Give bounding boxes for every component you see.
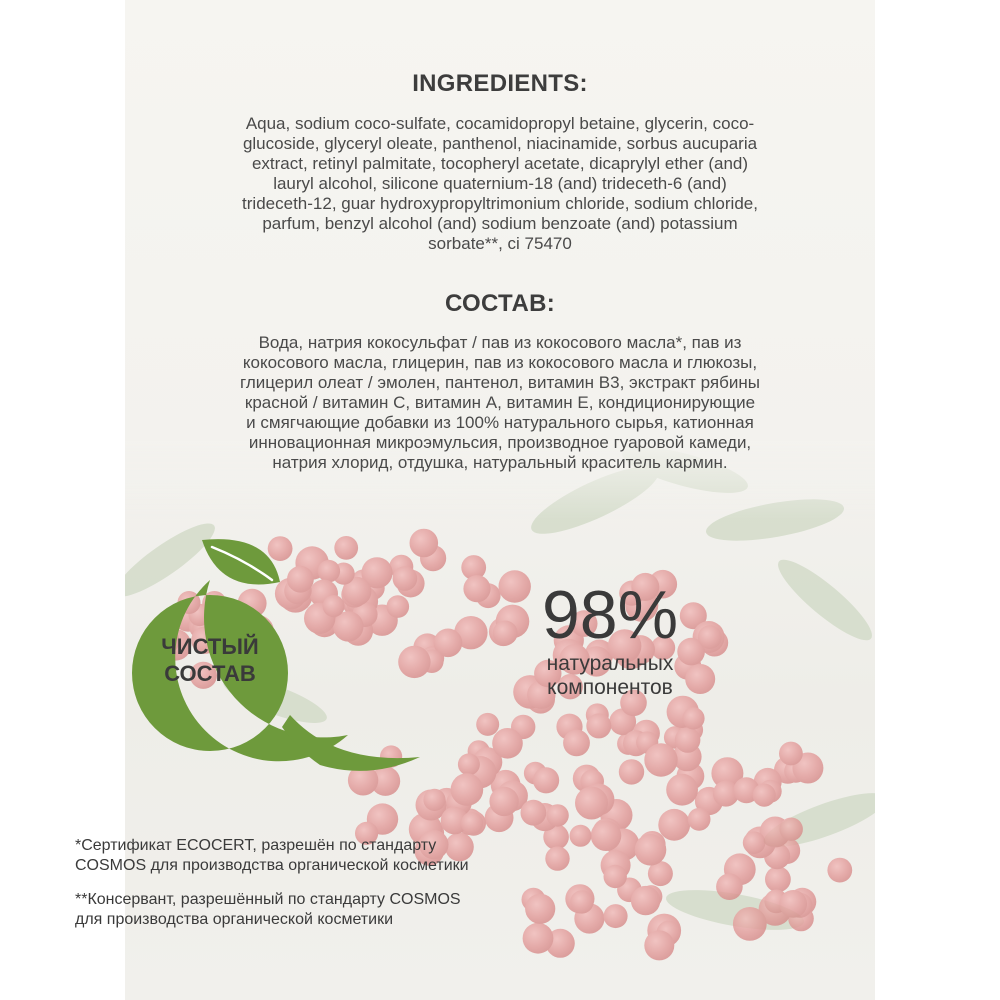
ingredients-line: кокосового масла, глицерин, пав из кокосового масла и глюкозы, <box>242 353 758 372</box>
ingredients-list-en <box>200 114 800 254</box>
ingredients-line: натрия хлорид, отдушка, натуральный краситель кармин. <box>272 453 728 472</box>
footnote-line: *Сертификат ECOCERT, разрешён по стандарту <box>75 837 437 854</box>
footnote-line: **Консервант, разрешённый по стандарту COSMOS <box>75 891 461 908</box>
ingredients-line: инновационная микроэмульсия, производное гуаровой камеди, <box>248 433 752 452</box>
clean-composition-badge <box>150 633 270 687</box>
natural-components-stat <box>500 578 720 700</box>
ingredients-line: trideceth-12, guar hydroxypropyltrimonium chloride, sodium chloride, <box>242 194 758 213</box>
ingredients-heading-ru: СОСТАВ: <box>444 290 556 317</box>
ingredients-line: extract, retinyl palmitate, tocopheryl acetate, dicaprylyl ether (and) <box>251 154 749 173</box>
ingredients-line: lauryl alcohol, silicone quaternium-18 (and) trideceth-6 (and) <box>273 174 727 193</box>
badge-line: СОСТАВ <box>164 661 256 686</box>
ingredients-line: Aqua, sodium coco-sulfate, cocamidopropyl betaine, glycerin, coco- <box>245 114 755 133</box>
ingredients-line: glucoside, glyceryl oleate, panthenol, niacinamide, sorbus aucuparia <box>242 134 758 153</box>
footnote-preservative <box>75 890 715 930</box>
ingredients-list-ru <box>200 333 800 473</box>
badge-line: ЧИСТЫЙ <box>161 634 259 659</box>
stat-label: натуральных <box>546 652 674 675</box>
ingredients-line: глицерил олеат / эмолен, пантенол, витамин В3, экстракт рябины <box>240 373 760 392</box>
q-tail <box>282 715 420 771</box>
ingredients-line: parfum, benzyl alcohol (and) sodium benzoate (and) potassium <box>262 214 738 233</box>
ingredients-line: Вода, натрия кокосульфат / пав из кокосового масла*, пав из <box>258 333 742 352</box>
footnote-line: для производства органической косметики <box>75 911 394 928</box>
ingredients-heading-en: INGREDIENTS: <box>412 70 588 97</box>
footnote-line: COSMOS для производства органической косметики <box>75 857 469 874</box>
ingredients-line: sorbate**, ci 75470 <box>428 234 572 253</box>
stat-value: 98% <box>541 577 679 653</box>
stat-label: компонентов <box>547 676 673 699</box>
leaf-q-logo-icon <box>120 535 520 855</box>
footnote-ecocert <box>75 836 715 876</box>
ingredients-line: красной / витамин С, витамин А, витамин Е, кондиционирующие <box>244 393 756 412</box>
ingredients-line: и смягчающие добавки из 100% натурального сырья, катионная <box>246 413 754 432</box>
